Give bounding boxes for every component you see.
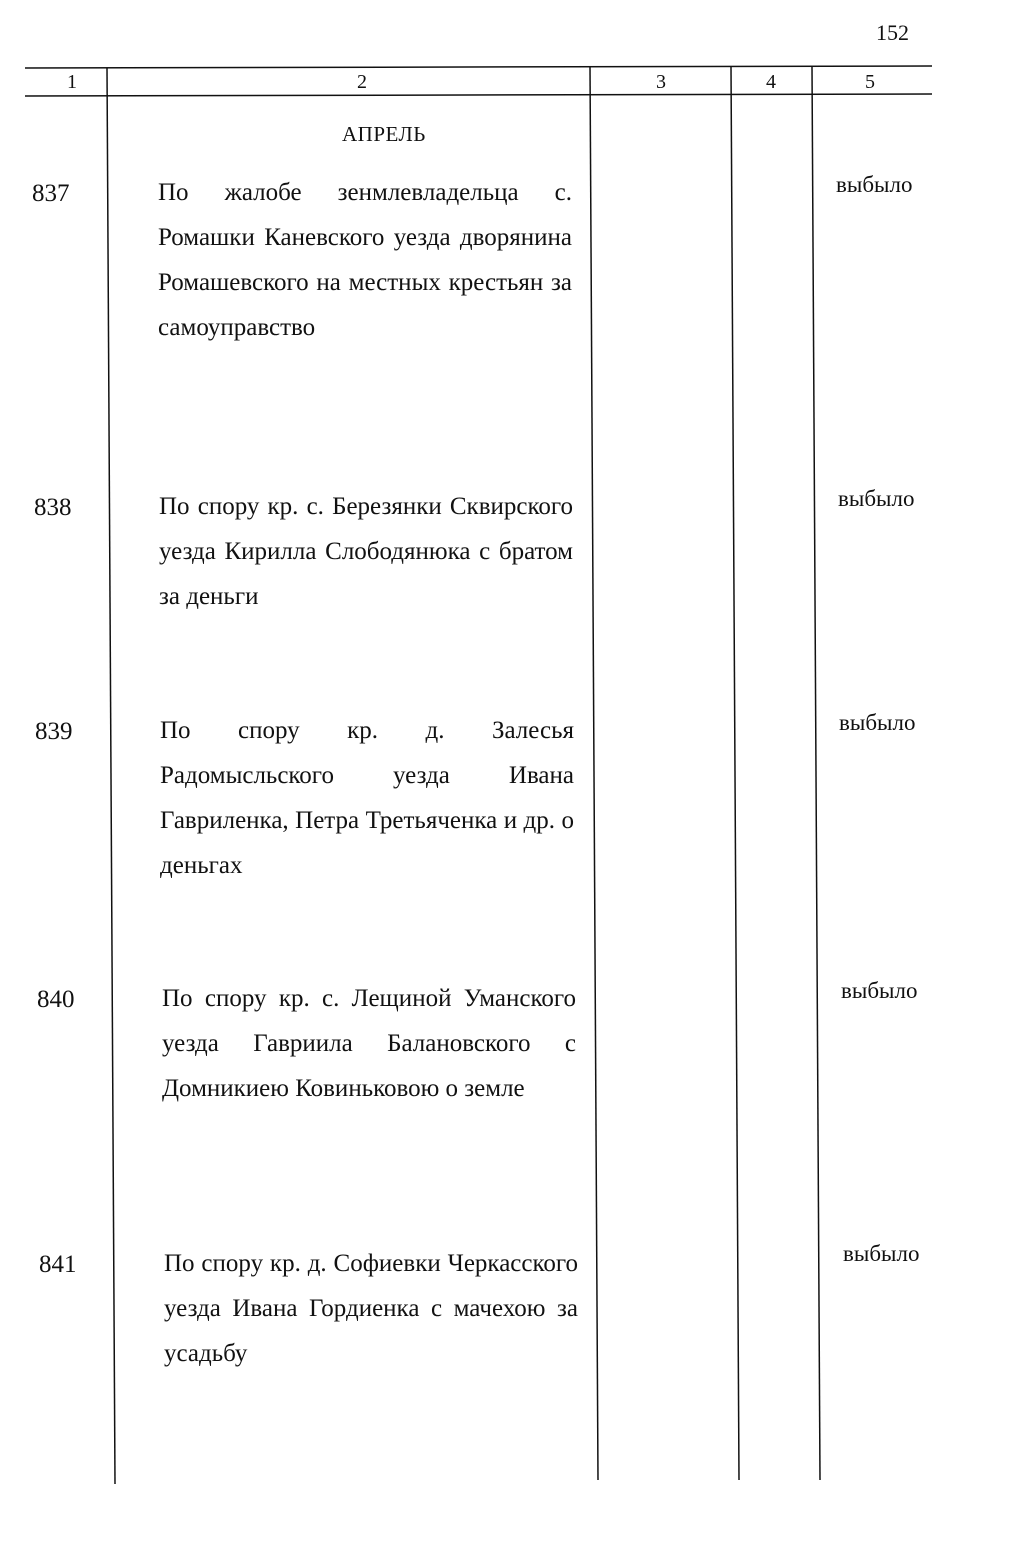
column-divider <box>812 67 820 1480</box>
row-status: выбыло <box>836 172 913 197</box>
row-description: По спору кр. с. Березянки Сквирского уезда Кирилла Слободянюка с братом за деньги <box>159 493 573 610</box>
row-description: По спору кр. с. Лещиной Уманского уезда Гавриила Балановского с Домникиею Ковиньковою о земле <box>162 985 576 1102</box>
row-description: По жалобе зенмлевладельца с. Ромашки Каневского уезда дворянина Ромашевского на местных крестьян за самоуправство <box>158 179 572 341</box>
row-status: выбыло <box>839 710 916 735</box>
column-header-5: 5 <box>865 71 875 93</box>
column-header-4: 4 <box>766 71 776 93</box>
column-header-2: 2 <box>357 71 367 93</box>
row-status: выбыло <box>843 1241 920 1266</box>
row-number: 841 <box>39 1251 77 1278</box>
header-bottom-rule <box>25 94 932 96</box>
column-divider <box>731 67 739 1480</box>
column-divider <box>590 67 598 1480</box>
column-divider <box>107 68 115 1484</box>
row-description: По спору кр. д. Софиевки Черкасского уезда Ивана Гордиенка с мачехою за усадьбу <box>164 1250 578 1367</box>
row-number: 838 <box>34 494 72 521</box>
row-number: 840 <box>37 986 75 1013</box>
page-number: 152 <box>876 20 909 45</box>
row-number: 839 <box>35 718 73 745</box>
row-status: выбыло <box>838 486 915 511</box>
column-header-1: 1 <box>67 71 77 93</box>
column-header-3: 3 <box>656 71 666 93</box>
row-status: выбыло <box>841 978 918 1003</box>
row-description: По спору кр. д. Залесья Радомысльского уезда Ивана Гавриленка, Петра Третьяченка и др. о деньгах <box>160 717 574 879</box>
row-number: 837 <box>32 180 70 207</box>
header-top-rule <box>25 66 932 68</box>
section-title: АПРЕЛЬ <box>342 122 426 146</box>
